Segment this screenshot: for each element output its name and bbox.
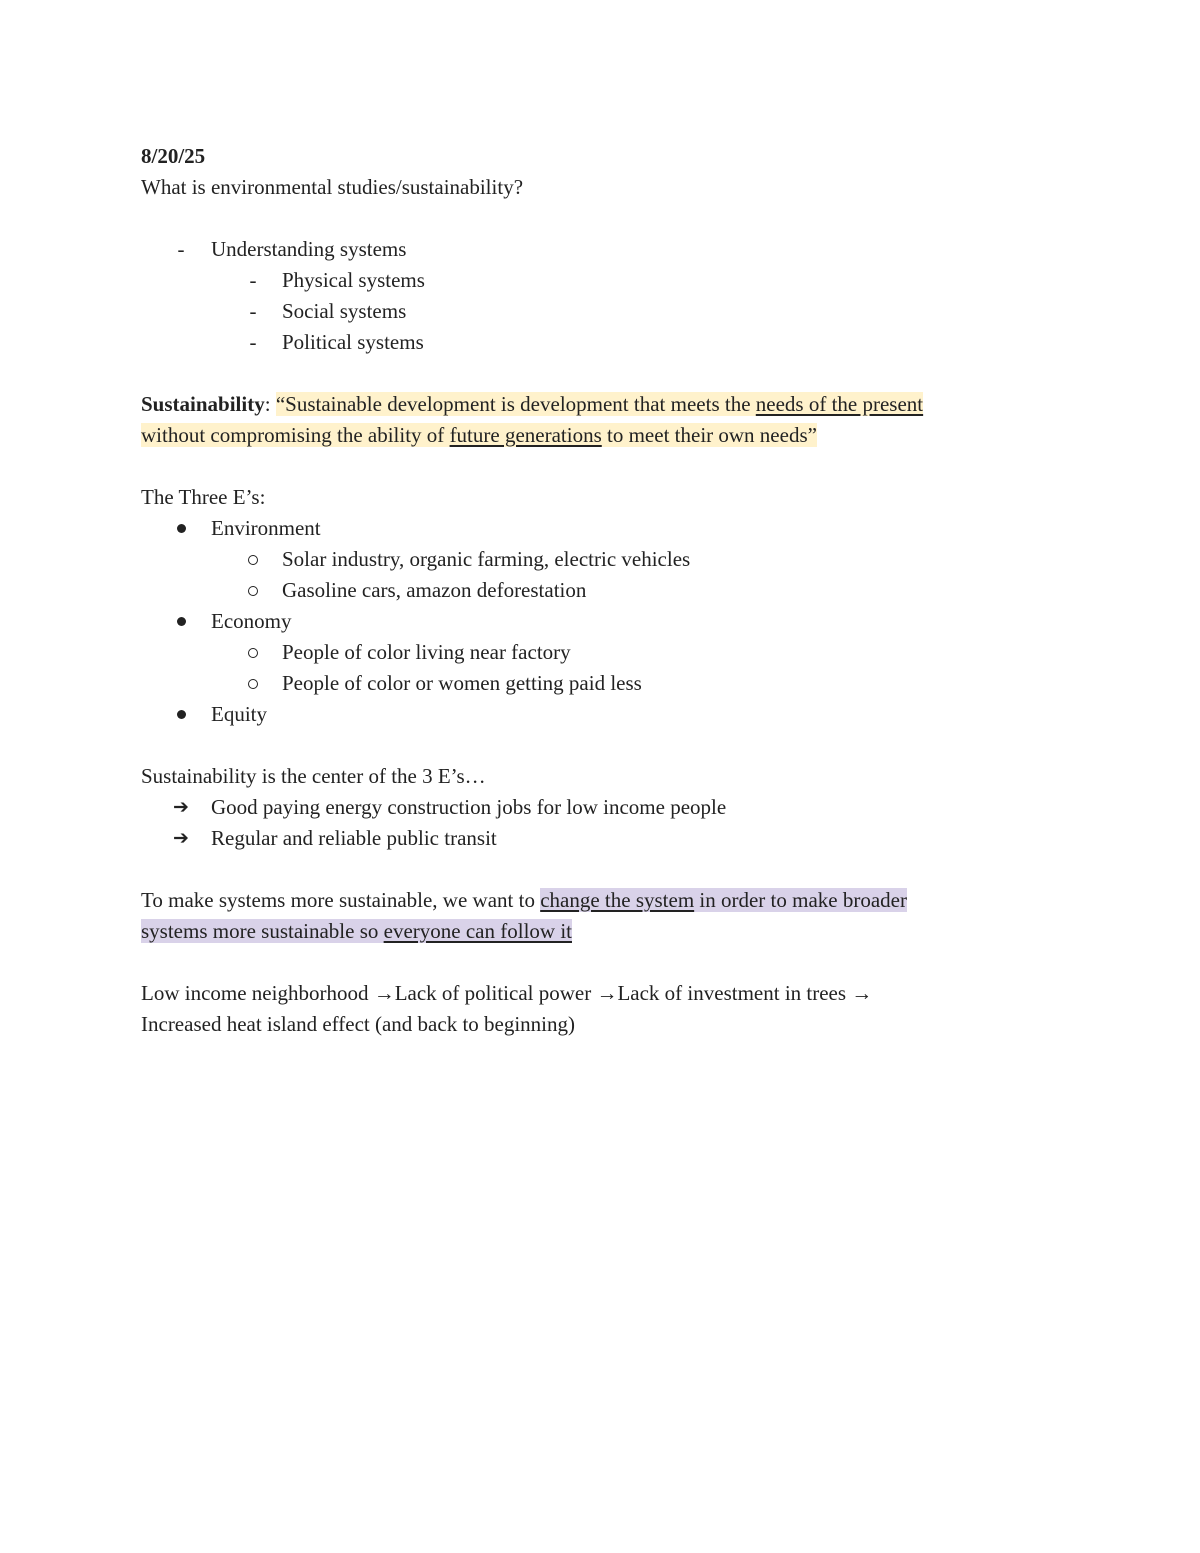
- definition-text: to meet their own needs”: [601, 423, 817, 447]
- list-item-environment: [141, 513, 1041, 544]
- document-body: [141, 141, 1041, 1040]
- list-item-label: Economy: [211, 609, 292, 633]
- systems-change-highlight: [540, 888, 907, 912]
- bullet-circle-icon: [248, 648, 258, 658]
- systems-change-highlight: [141, 919, 572, 943]
- center-title: Sustainability is the center of the 3 E’s…: [141, 764, 486, 788]
- list-item-understanding-systems: [141, 234, 1041, 265]
- list-item-label: Social systems: [282, 299, 407, 323]
- bullet-dot-icon: [177, 617, 186, 626]
- bullet-circle-icon: [248, 555, 258, 565]
- spacer: [141, 947, 1041, 978]
- list-item-public-transit: [141, 823, 1041, 854]
- arrow-icon: ➔: [173, 796, 189, 818]
- list-item-label: Equity: [211, 702, 267, 726]
- definition-line-2: [141, 420, 1041, 451]
- cycle-line-2: Increased heat island effect (and back to beginning): [141, 1012, 576, 1036]
- definition-highlight: [141, 423, 817, 447]
- list-item-gasoline: [141, 575, 1041, 606]
- definition-underline: needs of the present: [755, 392, 924, 416]
- question-line: What is environmental studies/sustainability?: [141, 175, 524, 199]
- paragraph-text: To make systems more sustainable, we want to: [141, 888, 541, 912]
- list-item-label: Good paying energy construction jobs for low income people: [211, 795, 727, 819]
- cycle-line-1: Low income neighborhood →Lack of political power →Lack of investment in trees →: [141, 981, 873, 1005]
- systems-change-underline: change the system: [540, 888, 695, 912]
- date-heading: 8/20/25: [141, 144, 206, 168]
- dash-bullet: -: [249, 330, 257, 354]
- systems-change-line-2: [141, 916, 1041, 947]
- list-item-label: People of color living near factory: [282, 640, 571, 664]
- definition-colon: :: [264, 392, 276, 416]
- paragraph-text: in order to make broader: [694, 888, 907, 912]
- list-item-label: Understanding systems: [211, 237, 407, 261]
- definition-text: without compromising the ability of: [141, 423, 450, 447]
- list-item-social-systems: [141, 296, 1041, 327]
- bullet-dot-icon: [177, 710, 186, 719]
- list-item-factory: [141, 637, 1041, 668]
- spacer: [141, 358, 1041, 389]
- list-item-political-systems: [141, 327, 1041, 358]
- list-item-label: Environment: [211, 516, 321, 540]
- arrow-icon: ➔: [173, 827, 189, 849]
- spacer: [141, 854, 1041, 885]
- spacer: [141, 730, 1041, 761]
- bullet-dot-icon: [177, 524, 186, 533]
- list-item-physical-systems: [141, 265, 1041, 296]
- list-item-energy-jobs: [141, 792, 1041, 823]
- dash-bullet: -: [249, 268, 257, 292]
- list-item-label: Gasoline cars, amazon deforestation: [282, 578, 587, 602]
- definition-term: Sustainability: [141, 392, 265, 416]
- spacer: [141, 451, 1041, 482]
- dash-bullet: -: [249, 299, 257, 323]
- list-item-label: Regular and reliable public transit: [211, 826, 497, 850]
- list-item-solar: [141, 544, 1041, 575]
- list-item-label: Political systems: [282, 330, 424, 354]
- three-es-title: The Three E’s:: [141, 485, 266, 509]
- systems-change-underline: everyone can follow it: [383, 919, 572, 943]
- definition-line-1: [141, 389, 1041, 420]
- definition-text: “Sustainable development is development that meets the: [275, 392, 756, 416]
- list-item-equity: [141, 699, 1041, 730]
- dash-bullet: -: [177, 237, 185, 261]
- definition-underline: future generations: [449, 423, 602, 447]
- bullet-circle-icon: [248, 679, 258, 689]
- list-item-label: People of color or women getting paid less: [282, 671, 642, 695]
- list-item-economy: [141, 606, 1041, 637]
- bullet-circle-icon: [248, 586, 258, 596]
- definition-highlight: [276, 392, 923, 416]
- spacer: [141, 203, 1041, 234]
- list-item-paid-less: [141, 668, 1041, 699]
- list-item-label: Physical systems: [282, 268, 425, 292]
- list-item-label: Solar industry, organic farming, electric vehicles: [282, 547, 691, 571]
- systems-change-line-1: [141, 885, 1041, 916]
- paragraph-text: systems more sustainable so: [141, 919, 384, 943]
